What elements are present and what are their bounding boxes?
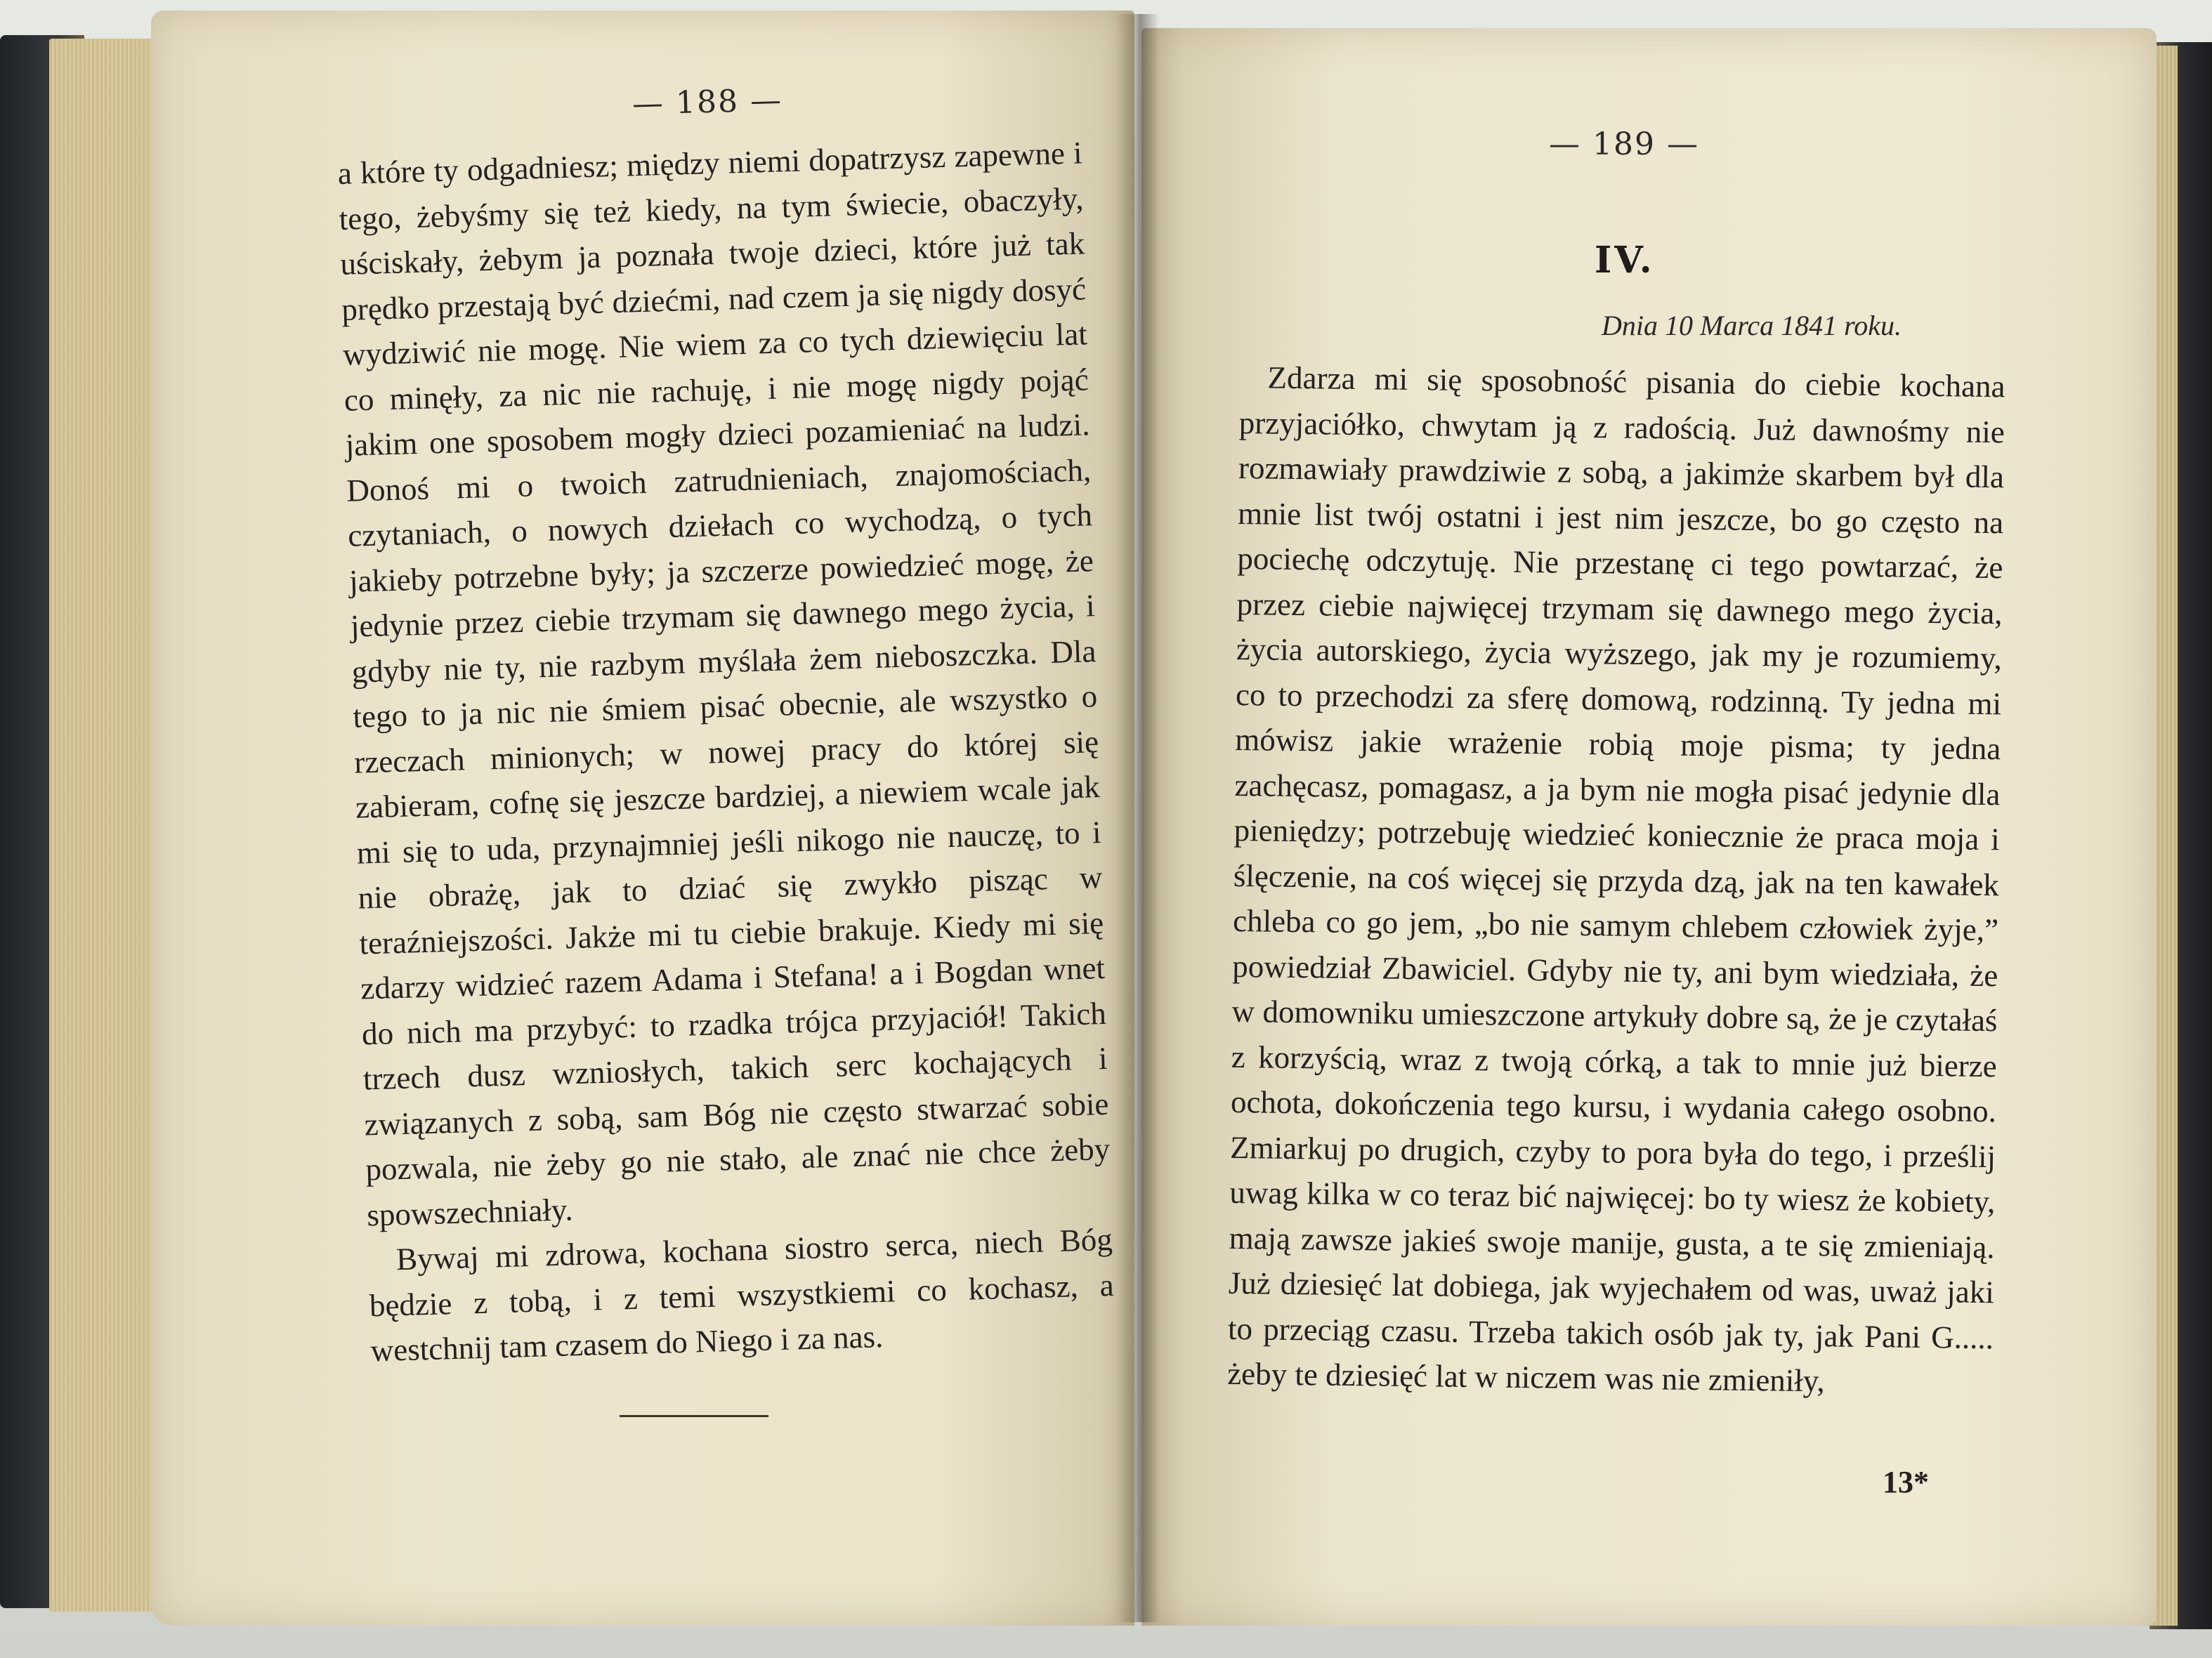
- chapter-heading: IV.: [1595, 239, 1655, 282]
- page-number-right: — 189 —: [1549, 126, 1699, 162]
- printer-signature-mark: 13*: [1883, 1465, 1929, 1499]
- paragraph: Bywaj mi zdrowa, kochana siostro serca, niech Bóg będzie z tobą, i z temi wszystkiemi co kochasz, a westchnij tam czasem do Niego i za nas.: [369, 1221, 1115, 1369]
- page-edges-left: [49, 39, 155, 1612]
- paragraph: a które ty odgadniesz; między niemi dopatrzysz zapewne i tego, żebyśmy się też kiedy, na tym świecie, obaczyły, uściskały, żebym ja poznała twoje dzieci, które już tak prędko przestają być dziećmi, nad czem ja się nigdy dosyć wydziwić nie mogę. Nie wiem za co tych dziewięciu lat co minęły, za nic nie rachuję, i nie mogę nigdy pojąć jakim one sposobem mogły dzieci pozamieniać na ludzi. Donoś mi o twoich zatrudnieniach, znajomościach, czytaniach, o nowych dziełach co wychodzą, o tych jakieby potrzebne były; ja szczerze powiedzieć mogę, że jedynie przez ciebie trzymam się dawnego mego życia, i gdyby nie ty, nie razbym myślała żem nieboszczka. Dla tego to ja nic nie śmiem pisać obecnie, ale wszystko o rzeczach minionych; w nowej pracy do której się zabieram, cofnę się jeszcze bardziej, a niewiem wcale jak mi się to uda, przynajmniej jeśli nikogo nie nauczę, to i nie obrażę, jak to dziać się zwykło pisząc w teraźniejszości. Jakże mi tu ciebie brakuje. Kiedy mi się zdarzy widzieć razem Adama i Stefana! a i Bogdan wnet do nich ma przybyć: to rzadka trójca przyjaciół! Takich trzech dusz wzniosłych, takich serc kochających i związanych z sobą, sam Bóg nie często stwarzać sobie pozwala, nie żeby go nie stało, ale znać nie chce żeby spowszechniały.: [337, 135, 1111, 1232]
- closing-rule: [620, 1415, 768, 1417]
- paragraph: Zdarza mi się sposobność pisania do ciebie kochana przyjaciółko, chwytam ją z radością. Już dawnośmy nie rozmawiały prawdziwie z sobą, a jakimże skarbem był dla mnie list twój ostatni i jest nim jeszcze, bo go często na pociechę odczytuję. Nie przestanę ci tego powtarzać, że przez ciebie najwięcej trzymam się dawnego mego życia, życia autorskiego, życia wyższego, jak my je rozumiemy, co to przechodzi za sferę domową, rodzinną. Ty jedna mi mówisz jakie wrażenie robią moje pisma; ty jedna zachęcasz, pomagasz, a ja bym nie mogła pisać jedynie dla pieniędzy; potrzebuję wiedzieć koniecznie że praca moja i ślęczenie, na coś więcej się przyda dzą, jak na ten kawałek chleba co go jem, „bo nie samym chlebem człowiek żyje,” powiedział Zbawiciel. Gdyby nie ty, ani bym wiedziała, że w domowniku umieszczone artykuły dobre są, że je czytałaś z korzyścią, wraz z twoją córką, a tak to mnie już bierze ochota, dokończenia tego kursu, i wydania całego osobno. Zmiarkuj po drugich, czyby to pora była do tego, i prześlij uwag kilka w co teraz bić najwięcej: bo ty wiesz że kobiety, mają zawsze jakieś swoje manije, gusta, a te się zmieniają. Już dziesięć lat dobiega, jak wyjechałem od was, uważ jaki to przeciąg czasu. Trzeba takich osób jak ty, jak Pani G..... żeby te dziesięć lat w niczem was nie zmieniły,: [1226, 360, 2005, 1399]
- book-gutter: [1117, 14, 1159, 1622]
- left-page-text: [337, 130, 1115, 1373]
- letter-date: Dnia 10 Marca 1841 roku.: [1602, 310, 1902, 341]
- right-page-text: [1227, 355, 2005, 1406]
- page-number-left: — 188 —: [631, 82, 783, 122]
